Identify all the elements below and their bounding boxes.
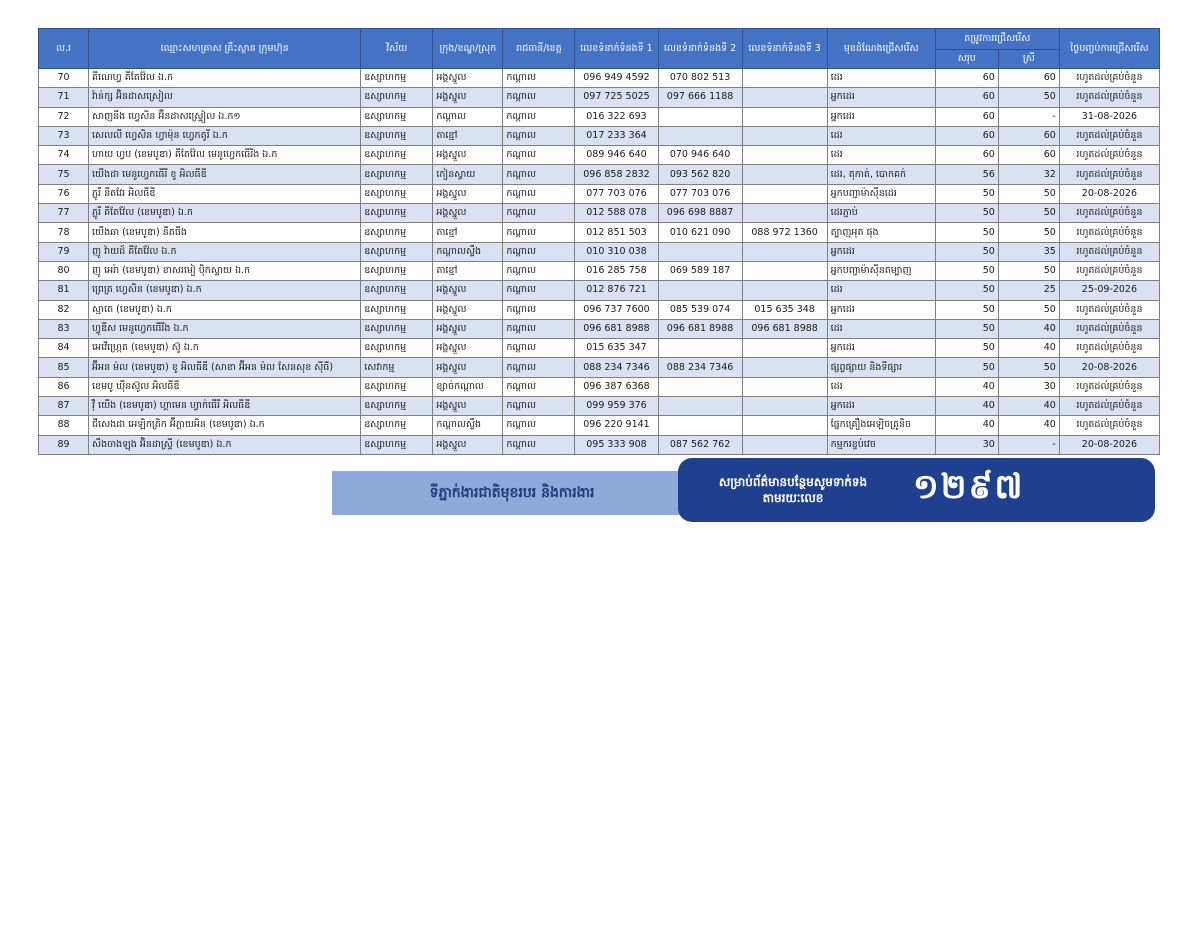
position-cell: ដេរ, តុកាត់, បោកគក់: [827, 165, 935, 184]
position-cell: អ្នកដេរ: [827, 300, 935, 319]
row-number-cell: 72: [39, 107, 89, 126]
female-count-cell: 60: [998, 146, 1059, 165]
deadline-cell: រហូតដល់គ្រប់ចំនួន: [1059, 261, 1159, 280]
table-row: [39, 204, 1160, 223]
table-row: [39, 69, 1160, 88]
total-count-cell: 60: [935, 146, 998, 165]
position-cell: ដេរ: [827, 281, 935, 300]
phone-1-cell: 096 220 9141: [575, 416, 658, 435]
sector-cell: ឧស្សាហកម្ម: [361, 242, 433, 261]
province-cell: កណ្តាល: [503, 69, 575, 88]
table-row: [39, 397, 1160, 416]
total-count-cell: 50: [935, 204, 998, 223]
province-cell: កណ្តាល: [503, 242, 575, 261]
sector-cell: ឧស្សាហកម្ម: [361, 435, 433, 454]
company-name-cell: ញូ វ៉ាយដ៍ គីតែវ៉ែល ឯ.ក: [89, 242, 361, 261]
phone-2-cell: [658, 397, 742, 416]
phone-1-cell: 099 959 376: [575, 397, 658, 416]
phone-1-cell: 089 946 640: [575, 146, 658, 165]
phone-2-cell: [658, 107, 742, 126]
phone-2-cell: [658, 126, 742, 145]
col-district-header: ក្រុង/ខណ្ឌ/ស្រុក: [433, 29, 503, 69]
table-row: [39, 319, 1160, 338]
row-number-cell: 84: [39, 339, 89, 358]
total-count-cell: 50: [935, 184, 998, 203]
female-count-cell: 50: [998, 184, 1059, 203]
table-row: [39, 416, 1160, 435]
phone-1-cell: 096 387 6368: [575, 377, 658, 396]
female-count-cell: 35: [998, 242, 1059, 261]
phone-3-cell: [742, 261, 827, 280]
deadline-cell: រហូតដល់គ្រប់ចំនួន: [1059, 223, 1159, 242]
deadline-cell: រហូតដល់គ្រប់ចំនួន: [1059, 397, 1159, 416]
deadline-cell: រហូតដល់គ្រប់ចំនួន: [1059, 377, 1159, 396]
phone-2-cell: [658, 416, 742, 435]
province-cell: កណ្តាល: [503, 204, 575, 223]
phone-1-cell: 096 949 4592: [575, 69, 658, 88]
phone-3-cell: [742, 435, 827, 454]
phone-1-cell: 010 310 038: [575, 242, 658, 261]
phone-2-cell: 088 234 7346: [658, 358, 742, 377]
female-count-cell: 50: [998, 204, 1059, 223]
total-count-cell: 40: [935, 377, 998, 396]
district-cell: អង្គស្នួល: [433, 319, 503, 338]
phone-2-cell: 010 621 090: [658, 223, 742, 242]
table-row: [39, 281, 1160, 300]
total-count-cell: 50: [935, 261, 998, 280]
female-count-cell: -: [998, 107, 1059, 126]
phone-3-cell: [742, 377, 827, 396]
deadline-cell: រហូតដល់គ្រប់ចំនួន: [1059, 165, 1159, 184]
female-count-cell: 40: [998, 416, 1059, 435]
company-name-cell: គីណេហ្វ គីតែវ៉ែល ឯ.ក: [89, 69, 361, 88]
phone-3-cell: [742, 88, 827, 107]
table-row: [39, 377, 1160, 396]
district-cell: អង្គស្នួល: [433, 339, 503, 358]
row-number-cell: 73: [39, 126, 89, 145]
total-count-cell: 60: [935, 107, 998, 126]
sector-cell: ឧស្សាហកម្ម: [361, 300, 433, 319]
female-count-cell: 25: [998, 281, 1059, 300]
company-name-cell: អ៊ីអន ម៉ល (ខេមបូឌា) ខូ អិលធីឌី (សាខា អ៊ីអន ម៉ល សែនសុខ ស៊ីធី): [89, 358, 361, 377]
sector-cell: ឧស្សាហកម្ម: [361, 416, 433, 435]
phone-2-cell: 070 802 513: [658, 69, 742, 88]
phone-3-cell: [742, 184, 827, 203]
district-cell: អង្គស្នួល: [433, 146, 503, 165]
col-deadline-header: ថ្ងៃបញ្ចប់ការជ្រើសរើស: [1059, 29, 1159, 69]
sector-cell: សេវាកម្ម: [361, 358, 433, 377]
phone-2-cell: 070 946 640: [658, 146, 742, 165]
phone-3-cell: 096 681 8988: [742, 319, 827, 338]
sector-cell: ឧស្សាហកម្ម: [361, 184, 433, 203]
sector-cell: ឧស្សាហកម្ម: [361, 281, 433, 300]
phone-1-cell: 096 681 8988: [575, 319, 658, 338]
province-cell: កណ្តាល: [503, 107, 575, 126]
female-count-cell: 30: [998, 377, 1059, 396]
phone-3-cell: [742, 107, 827, 126]
table-row: [39, 435, 1160, 454]
phone-3-cell: 015 635 348: [742, 300, 827, 319]
province-cell: កណ្តាល: [503, 300, 575, 319]
row-number-cell: 75: [39, 165, 89, 184]
table-row: [39, 107, 1160, 126]
phone-1-cell: 017 233 364: [575, 126, 658, 145]
district-cell: ខ្សាច់កណ្តាល: [433, 377, 503, 396]
province-cell: កណ្តាល: [503, 126, 575, 145]
company-name-cell: យើងឆា (ខេមបូឌា) នីតធីង: [89, 223, 361, 242]
total-count-cell: 60: [935, 126, 998, 145]
position-cell: អ្នកបញ្ជាម៉ាស៊ីនដេរ: [827, 184, 935, 203]
district-cell: តាខ្មៅ: [433, 126, 503, 145]
sector-cell: ឧស្សាហកម្ម: [361, 69, 433, 88]
total-count-cell: 50: [935, 223, 998, 242]
sector-cell: ឧស្សាហកម្ម: [361, 88, 433, 107]
phone-2-cell: [658, 377, 742, 396]
phone-3-cell: [742, 204, 827, 223]
agency-banner: [332, 471, 692, 515]
sector-cell: ឧស្សាហកម្ម: [361, 204, 433, 223]
phone-1-cell: 097 725 5025: [575, 88, 658, 107]
province-cell: កណ្តាល: [503, 358, 575, 377]
province-cell: កណ្តាល: [503, 397, 575, 416]
deadline-cell: រហូតដល់គ្រប់ចំនួន: [1059, 126, 1159, 145]
position-cell: ដេរ: [827, 146, 935, 165]
company-name-cell: ភ្លូរី នីតវែរ អិលធីឌី: [89, 184, 361, 203]
row-number-cell: 71: [39, 88, 89, 107]
hotline-number: ១២៩៧: [913, 467, 1025, 507]
table-row: [39, 165, 1160, 184]
company-name-cell: សេលលី ហ្វេសិន ហ្វាម៉ុន ហ្វេកតូរី ឯ.ក: [89, 126, 361, 145]
phone-1-cell: 012 851 503: [575, 223, 658, 242]
district-cell: តាខ្មៅ: [433, 223, 503, 242]
district-cell: តាខ្មៅ: [433, 261, 503, 280]
sector-cell: ឧស្សាហកម្ម: [361, 223, 433, 242]
province-cell: កណ្តាល: [503, 146, 575, 165]
row-number-cell: 86: [39, 377, 89, 396]
deadline-cell: រហូតដល់គ្រប់ចំនួន: [1059, 339, 1159, 358]
sector-cell: ឧស្សាហកម្ម: [361, 397, 433, 416]
company-name-cell: ព្រេត្រ ហ្វេសិន (ខេមបូឌា) ឯ.ក: [89, 281, 361, 300]
phone-1-cell: 096 737 7600: [575, 300, 658, 319]
province-cell: កណ្តាល: [503, 339, 575, 358]
phone-1-cell: 016 322 693: [575, 107, 658, 126]
district-cell: អង្គស្នួល: [433, 358, 503, 377]
total-count-cell: 60: [935, 69, 998, 88]
table-row: [39, 126, 1160, 145]
phone-2-cell: 077 703 076: [658, 184, 742, 203]
phone-2-cell: 087 562 762: [658, 435, 742, 454]
phone-2-cell: 085 539 074: [658, 300, 742, 319]
deadline-cell: រហូតដល់គ្រប់ចំនួន: [1059, 319, 1159, 338]
row-number-cell: 81: [39, 281, 89, 300]
row-number-cell: 83: [39, 319, 89, 338]
female-count-cell: 60: [998, 126, 1059, 145]
row-number-cell: 70: [39, 69, 89, 88]
sector-cell: ឧស្សាហកម្ម: [361, 126, 433, 145]
deadline-cell: រហូតដល់គ្រប់ចំនួន: [1059, 146, 1159, 165]
phone-2-cell: 093 562 820: [658, 165, 742, 184]
row-number-cell: 82: [39, 300, 89, 319]
col-female-header: ស្រី: [998, 50, 1059, 69]
company-name-cell: សាញនីង ហ្វេសិន អ៊ីនដាសស្រ្ទៀល ឯ.ក១: [89, 107, 361, 126]
province-cell: កណ្តាល: [503, 261, 575, 280]
row-number-cell: 76: [39, 184, 89, 203]
district-cell: កៀនស្វាយ: [433, 165, 503, 184]
row-number-cell: 85: [39, 358, 89, 377]
col-needs-header: តម្រូវការជ្រើសរើស: [935, 29, 1059, 50]
district-cell: អង្គស្នួល: [433, 184, 503, 203]
phone-3-cell: [742, 339, 827, 358]
phone-2-cell: 097 666 1188: [658, 88, 742, 107]
total-count-cell: 50: [935, 339, 998, 358]
position-cell: អ្នកបញ្ជាម៉ាស៊ីនតម្បាញ: [827, 261, 935, 280]
col-province-header: រាជធានី/ខេត្ត: [503, 29, 575, 69]
position-cell: ត្បាញអុត ផុង: [827, 223, 935, 242]
deadline-cell: រហូតដល់គ្រប់ចំនួន: [1059, 416, 1159, 435]
sector-cell: ឧស្សាហកម្ម: [361, 107, 433, 126]
company-name-cell: អេវើហ្ក្រេត (ខេមបូឌា) ស៊ូ ឯ.ក: [89, 339, 361, 358]
phone-3-cell: 088 972 1360: [742, 223, 827, 242]
phone-1-cell: 095 333 908: [575, 435, 658, 454]
job-listing-table: [38, 28, 1160, 455]
position-cell: អ្នកដេរ: [827, 107, 935, 126]
female-count-cell: 40: [998, 339, 1059, 358]
col-sector-header: វិស័យ: [361, 29, 433, 69]
phone-3-cell: [742, 358, 827, 377]
province-cell: កណ្តាល: [503, 223, 575, 242]
phone-3-cell: [742, 69, 827, 88]
district-cell: អង្គស្នួល: [433, 281, 503, 300]
sector-cell: ឧស្សាហកម្ម: [361, 146, 433, 165]
col-total-header: សរុប: [935, 50, 998, 69]
col-phone1-header: លេខទំនាក់ទំនងទី 1: [575, 29, 658, 69]
total-count-cell: 50: [935, 281, 998, 300]
company-name-cell: ខេមបូ ឃុីនស៊ូល អិលធីឌី: [89, 377, 361, 396]
phone-3-cell: [742, 126, 827, 145]
sector-cell: ឧស្សាហកម្ម: [361, 165, 433, 184]
district-cell: កណ្តាល: [433, 107, 503, 126]
sector-cell: ឧស្សាហកម្ម: [361, 319, 433, 338]
district-cell: កណ្តាលស្ទឹង: [433, 242, 503, 261]
female-count-cell: 50: [998, 300, 1059, 319]
province-cell: កណ្តាល: [503, 88, 575, 107]
total-count-cell: 50: [935, 242, 998, 261]
sector-cell: ឧស្សាហកម្ម: [361, 261, 433, 280]
province-cell: កណ្តាល: [503, 184, 575, 203]
district-cell: អង្គស្នួល: [433, 397, 503, 416]
female-count-cell: 60: [998, 69, 1059, 88]
row-number-cell: 74: [39, 146, 89, 165]
table-row: [39, 242, 1160, 261]
total-count-cell: 30: [935, 435, 998, 454]
company-name-cell: ហ្វូឌីស មេនូហ្វេកធើរីង ឯ.ក: [89, 319, 361, 338]
phone-2-cell: 096 698 8887: [658, 204, 742, 223]
total-count-cell: 50: [935, 358, 998, 377]
position-cell: ដេរ: [827, 69, 935, 88]
female-count-cell: 50: [998, 88, 1059, 107]
company-name-cell: ភ្លូរី គីតែវ៉ែល (ខេមបូឌា) ឯ.ក: [89, 204, 361, 223]
phone-1-cell: 012 876 721: [575, 281, 658, 300]
table-row: [39, 223, 1160, 242]
sector-cell: ឧស្សាហកម្ម: [361, 339, 433, 358]
total-count-cell: 60: [935, 88, 998, 107]
table-row: [39, 300, 1160, 319]
company-name-cell: ជីសេងដា អេឡិកត្រិក អ៊ីភ្លាយអិន (ខេមបូឌា) ឯ.ក: [89, 416, 361, 435]
phone-2-cell: [658, 242, 742, 261]
district-cell: អង្គស្នួល: [433, 435, 503, 454]
hotline-info-text: សម្រាប់ព័ត៌មានបន្ថែមសូមទាក់ទងតាមរយៈលេខ: [718, 475, 868, 505]
phone-1-cell: 015 635 347: [575, 339, 658, 358]
deadline-cell: 31-08-2026: [1059, 107, 1159, 126]
district-cell: អង្គស្នួល: [433, 88, 503, 107]
total-count-cell: 50: [935, 300, 998, 319]
deadline-cell: 20-08-2026: [1059, 358, 1159, 377]
row-number-cell: 87: [39, 397, 89, 416]
deadline-cell: រហូតដល់គ្រប់ចំនួន: [1059, 300, 1159, 319]
company-name-cell: សឹងចាងឡុង អ៊ិនដាស្ទ្រី (ខេមបូឌា) ឯ.ក: [89, 435, 361, 454]
position-cell: អ្នកដេរ: [827, 339, 935, 358]
row-number-cell: 88: [39, 416, 89, 435]
col-position-header: មុខដំណែងជ្រើសរើស: [827, 29, 935, 69]
col-company-header: ឈ្មោះសហគ្រាស គ្រឹះស្ថាន ក្រុមហ៊ុន: [89, 29, 361, 69]
col-no-header: ល.រ: [39, 29, 89, 69]
company-name-cell: ញូ អេរ៉ា (ខេមបូឌា) ខាសរមៀ ប៉ិកស្ទាយ ឯ.ក: [89, 261, 361, 280]
total-count-cell: 50: [935, 319, 998, 338]
district-cell: អង្គស្នួល: [433, 204, 503, 223]
female-count-cell: 50: [998, 358, 1059, 377]
phone-3-cell: [742, 165, 827, 184]
company-name-cell: យើងដា មេនូហ្វេកធើរី ខូ អិលធីឌី: [89, 165, 361, 184]
deadline-cell: 20-08-2026: [1059, 435, 1159, 454]
phone-1-cell: 016 285 758: [575, 261, 658, 280]
table-row: [39, 339, 1160, 358]
total-count-cell: 40: [935, 397, 998, 416]
position-cell: អ្នកដេរ: [827, 397, 935, 416]
total-count-cell: 56: [935, 165, 998, 184]
row-number-cell: 78: [39, 223, 89, 242]
province-cell: កណ្តាល: [503, 165, 575, 184]
deadline-cell: រហូតដល់គ្រប់ចំនួន: [1059, 242, 1159, 261]
province-cell: កណ្តាល: [503, 435, 575, 454]
position-cell: ដេរ: [827, 126, 935, 145]
hotline-banner: [678, 458, 1155, 522]
district-cell: អង្គស្នួល: [433, 69, 503, 88]
sector-cell: ឧស្សាហកម្ម: [361, 377, 433, 396]
female-count-cell: 50: [998, 223, 1059, 242]
agency-name: ទីភ្នាក់ងារជាតិមុខរបរ និងការងារ: [429, 484, 595, 501]
col-phone2-header: លេខទំនាក់ទំនងទី 2: [658, 29, 742, 69]
phone-1-cell: 088 234 7346: [575, 358, 658, 377]
table-row: [39, 184, 1160, 203]
position-cell: ផ្សព្វផ្សាយ និងទីផ្សារ: [827, 358, 935, 377]
phone-3-cell: [742, 242, 827, 261]
deadline-cell: រហូតដល់គ្រប់ចំនួន: [1059, 69, 1159, 88]
female-count-cell: 40: [998, 397, 1059, 416]
phone-3-cell: [742, 281, 827, 300]
table-row: [39, 146, 1160, 165]
province-cell: កណ្តាល: [503, 281, 575, 300]
position-cell: ដេរ: [827, 319, 935, 338]
phone-3-cell: [742, 397, 827, 416]
row-number-cell: 80: [39, 261, 89, 280]
position-cell: កម្មករខ្ចប់វេច: [827, 435, 935, 454]
phone-1-cell: 012 588 078: [575, 204, 658, 223]
table-row: [39, 261, 1160, 280]
female-count-cell: -: [998, 435, 1059, 454]
company-name-cell: វ៉ាន់ក្ស អ៊ិនដាសស្រៀល: [89, 88, 361, 107]
phone-2-cell: [658, 281, 742, 300]
phone-2-cell: [658, 339, 742, 358]
female-count-cell: 50: [998, 261, 1059, 280]
col-phone3-header: លេខទំនាក់ទំនងទី 3: [742, 29, 827, 69]
female-count-cell: 40: [998, 319, 1059, 338]
deadline-cell: រហូតដល់គ្រប់ចំនួន: [1059, 204, 1159, 223]
company-name-cell: វ៉ឺ យើង (ខេមបូឌា) ហ្គាមេន ហ្វាក់ធើរី អិលធីឌី: [89, 397, 361, 416]
row-number-cell: 77: [39, 204, 89, 223]
district-cell: កណ្តាលស្ទឹង: [433, 416, 503, 435]
company-name-cell: ហាយ ហ្វប (ខេមបូឌា) គីតែវ៉ែល មេនូហ្វេកធើរីង ឯ.ក: [89, 146, 361, 165]
phone-3-cell: [742, 416, 827, 435]
female-count-cell: 32: [998, 165, 1059, 184]
position-cell: ដេរភ្ជាប់: [827, 204, 935, 223]
district-cell: អង្គស្នួល: [433, 300, 503, 319]
row-number-cell: 79: [39, 242, 89, 261]
phone-3-cell: [742, 146, 827, 165]
deadline-cell: 25-09-2026: [1059, 281, 1159, 300]
table-header-row: [39, 29, 1160, 50]
position-cell: ដេរ: [827, 377, 935, 396]
province-cell: កណ្តាល: [503, 319, 575, 338]
province-cell: កណ្តាល: [503, 377, 575, 396]
deadline-cell: រហូតដល់គ្រប់ចំនួន: [1059, 88, 1159, 107]
deadline-cell: 20-08-2026: [1059, 184, 1159, 203]
phone-1-cell: 077 703 076: [575, 184, 658, 203]
company-name-cell: ស្មាតេ (ខេមបូឌា) ឯ.ក: [89, 300, 361, 319]
province-cell: កណ្តាល: [503, 416, 575, 435]
table-row: [39, 88, 1160, 107]
phone-1-cell: 096 858 2832: [575, 165, 658, 184]
table-row: [39, 358, 1160, 377]
phone-2-cell: 069 589 187: [658, 261, 742, 280]
total-count-cell: 40: [935, 416, 998, 435]
row-number-cell: 89: [39, 435, 89, 454]
position-cell: អ្នកដេរ: [827, 242, 935, 261]
position-cell: ផ្នែកគ្រឿងអេឡិចត្រូនិច: [827, 416, 935, 435]
position-cell: អ្នកដេរ: [827, 88, 935, 107]
phone-2-cell: 096 681 8988: [658, 319, 742, 338]
